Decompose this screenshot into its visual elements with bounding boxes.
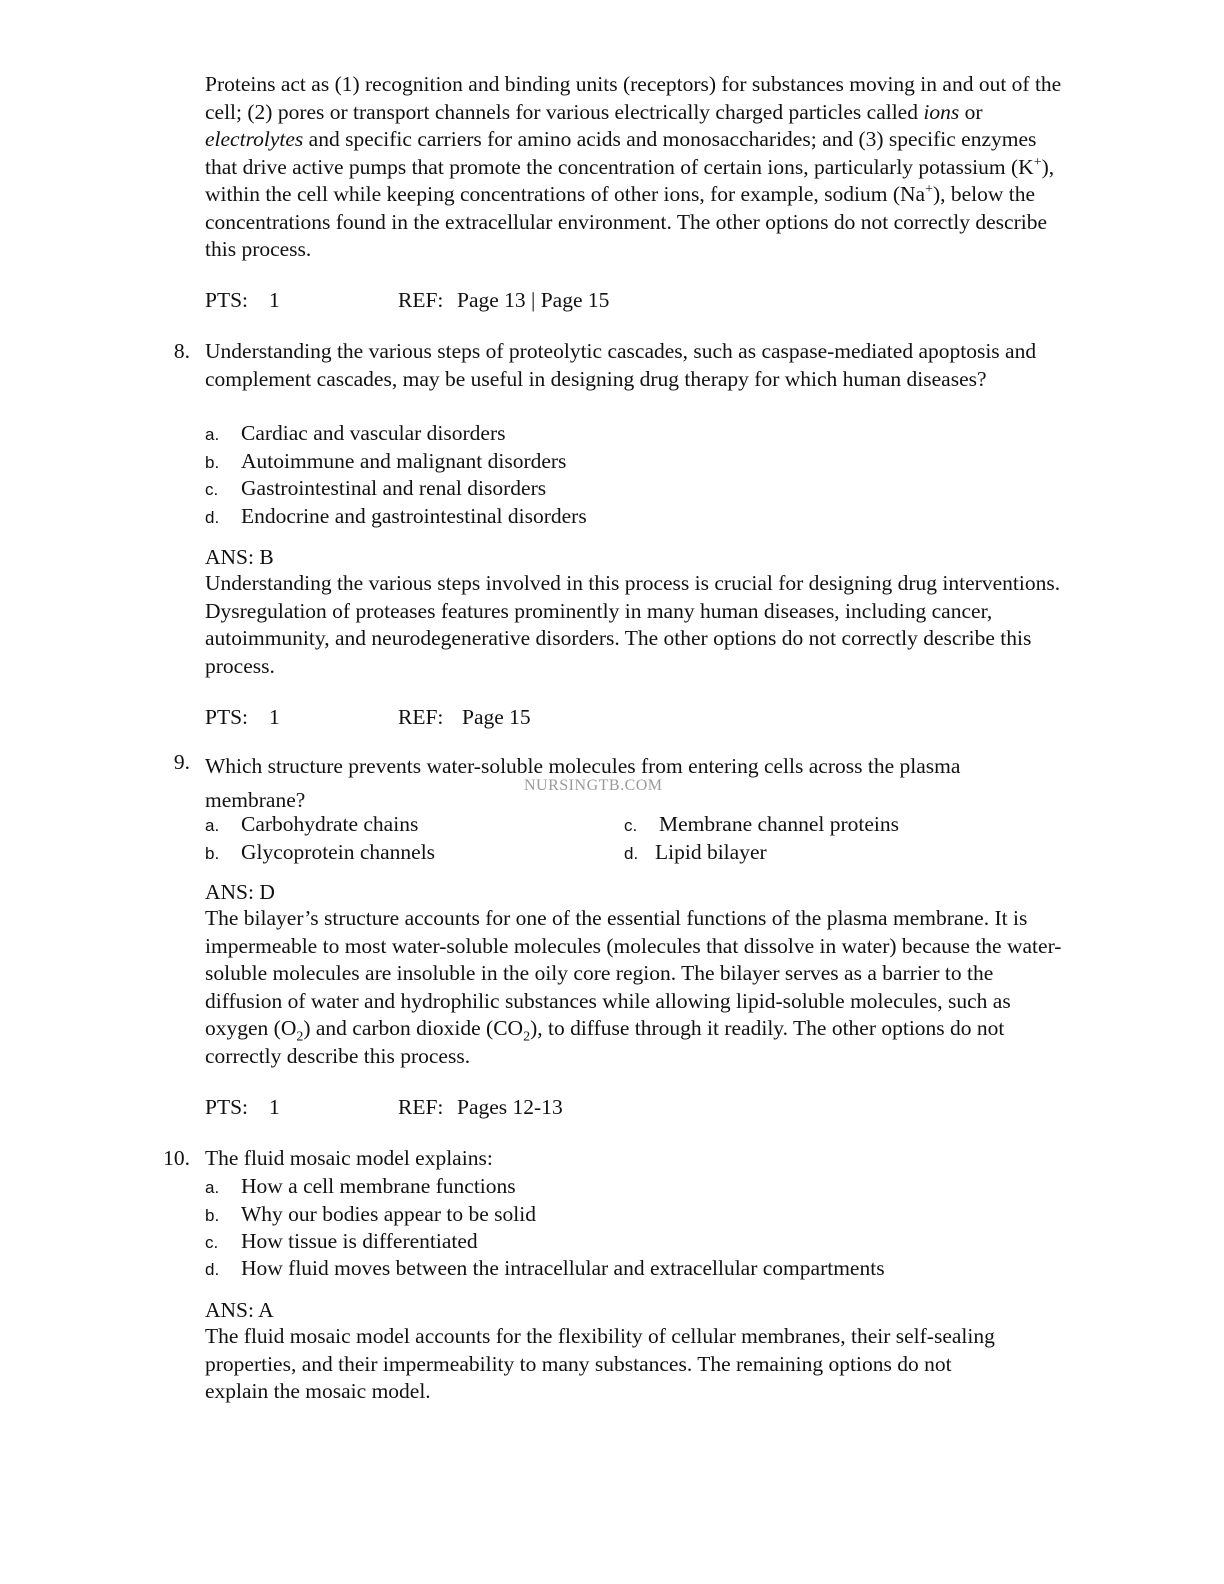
- option-letter: d.: [205, 1260, 220, 1279]
- rationale-text: The bilayer’s structure accounts for one of the essential functions of the plasma membrane. It is impermeable to most water-soluble molecules (molecules that dissolve in water) because the water-soluble molecules are insoluble in the oily core region. The bilayer serves as a barrier to the diffusion of water and hydrophilic substances while allowing lipid-soluble molecules, such as oxygen (O: [205, 906, 1062, 1040]
- potassium-superscript: +: [1033, 154, 1042, 170]
- ref-label: REF:: [398, 1095, 444, 1119]
- question-text: Which structure prevents water-soluble molecules from entering cells across the plasma membrane?: [205, 754, 961, 812]
- sodium-superscript: +: [925, 181, 933, 197]
- question-number: 8.: [173, 339, 190, 363]
- option-letter: c.: [205, 480, 219, 499]
- option-letter: a.: [205, 1178, 220, 1197]
- pts-label: PTS:: [205, 705, 249, 729]
- rationale-text: The fluid mosaic model accounts for the flexibility of cellular membranes, their self-sealing properties, and their impermeability to many substances. The remaining options do not explain the mosaic model.: [205, 1324, 995, 1403]
- ref-value: Page 15: [462, 705, 531, 729]
- option-d: How fluid moves between the intracellular and extracellular compartments: [241, 1256, 885, 1280]
- answer-label: ANS: D: [205, 880, 275, 904]
- answer-label: ANS: B: [205, 545, 274, 569]
- option-letter: a.: [205, 425, 220, 444]
- q7-pts-ref-row: [205, 287, 1065, 315]
- pts-label: PTS:: [205, 288, 249, 312]
- rationale-text: ) and carbon dioxide (CO: [303, 1016, 524, 1040]
- option-a: How a cell membrane functions: [241, 1174, 516, 1198]
- option-d: Endocrine and gastrointestinal disorders: [241, 504, 587, 528]
- q9-pts-ref-row: [205, 1094, 1065, 1122]
- question-number: 10.: [163, 1146, 190, 1170]
- rationale-text: Understanding the various steps involved in this process is crucial for designing drug interventions. Dysregulation of proteases features prominently in many human diseases, including cancer, autoimmunity, and neurodegenerative disorders. The other options do not correctly describe this process.: [205, 571, 1061, 678]
- answer-label: ANS: A: [205, 1298, 274, 1322]
- q8-pts-ref-row: [205, 704, 1065, 732]
- ref-value: Pages 12-13: [457, 1095, 563, 1119]
- rationale-text: ), within the cell while keeping concentrations of other ions, for example, sodium (Na: [205, 154, 1055, 206]
- pts-value: 1: [269, 288, 280, 312]
- option-letter: b.: [205, 453, 220, 472]
- rationale-text: and specific carriers for amino acids and monosaccharides; and (3) specific enzymes that drive active pumps that promote the concentration of certain ions, particularly potassium (K: [205, 127, 1037, 179]
- option-b: Why our bodies appear to be solid: [241, 1202, 536, 1226]
- question-text: Understanding the various steps of proteolytic cascades, such as caspase-mediated apoptosis and complement cascades, may be useful in designing drug therapy for which human diseases?: [205, 339, 1037, 391]
- option-letter: a.: [205, 816, 220, 835]
- q7-rationale: [205, 71, 1065, 264]
- rationale-text: ), to diffuse through it readily. The other options do not correctly describe this process.: [205, 1016, 1005, 1068]
- option-d: Lipid bilayer: [655, 840, 767, 864]
- watermark: NURSINGTB.COM: [524, 777, 663, 794]
- question-text: The fluid mosaic model explains:: [205, 1146, 493, 1170]
- rationale-text: Proteins act as (1) recognition and binding units (receptors) for substances moving in and out of the cell; (2) pores or transport channels for various electrically charged particles called: [205, 72, 1062, 124]
- option-a: Cardiac and vascular disorders: [241, 421, 506, 445]
- ref-label: REF:: [398, 705, 444, 729]
- option-letter: c.: [205, 1233, 219, 1252]
- option-c: Membrane channel proteins: [659, 812, 899, 836]
- pts-value: 1: [269, 1095, 280, 1119]
- pts-value: 1: [269, 705, 280, 729]
- rationale-text: ), below the concentrations found in the extracellular environment. The other options do not correctly describe this process.: [205, 182, 1048, 261]
- rationale-text: or: [959, 99, 983, 124]
- option-letter: b.: [205, 1206, 220, 1225]
- ref-label: REF:: [398, 288, 444, 312]
- option-c: Gastrointestinal and renal disorders: [241, 476, 547, 500]
- option-b: Glycoprotein channels: [241, 840, 436, 864]
- oxygen-subscript: 2: [296, 1029, 304, 1045]
- option-c: How tissue is differentiated: [241, 1229, 478, 1253]
- option-letter: b.: [205, 844, 220, 863]
- option-a: Carbohydrate chains: [241, 812, 419, 836]
- term-electrolytes: electrolytes: [205, 127, 304, 151]
- co2-subscript: 2: [523, 1029, 531, 1045]
- option-letter: d.: [624, 844, 639, 863]
- pts-label: PTS:: [205, 1095, 249, 1119]
- question-number: 9.: [173, 750, 190, 774]
- term-ions: ions: [923, 99, 960, 124]
- rationale-text: [205, 905, 1067, 1070]
- option-letter: c.: [624, 816, 638, 835]
- ref-value: Page 13 | Page 15: [457, 288, 610, 312]
- option-letter: d.: [205, 508, 220, 527]
- option-b: Autoimmune and malignant disorders: [241, 449, 567, 473]
